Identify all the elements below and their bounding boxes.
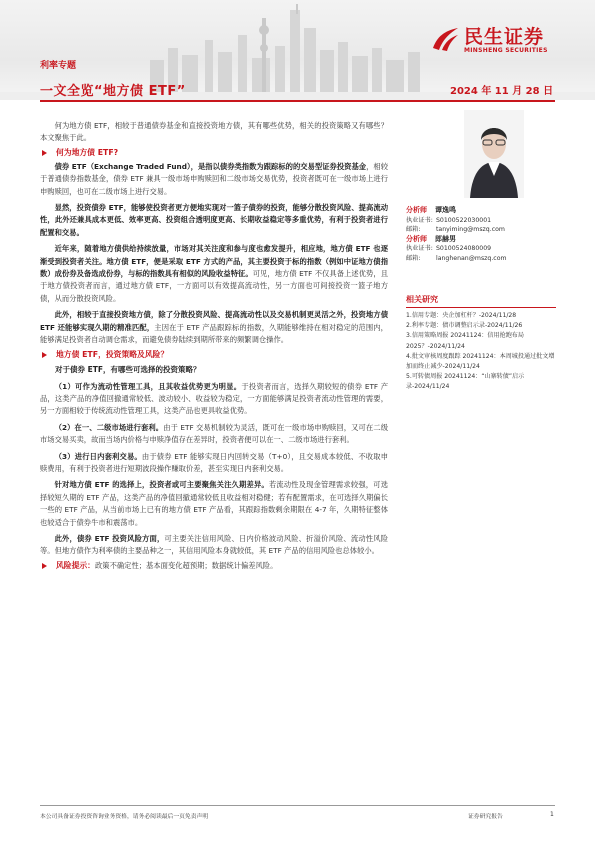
strategy-2: （2）在一、二级市场进行套利。由于 ETF 交易机制较为灵活，既可在一级市场申购赎回，又可在二级市场交易买卖，故而当场内价格与申赎净值存在差异时，投资者便可以在一、二级市场进行套利。 — [40, 422, 389, 445]
company-logo — [430, 22, 570, 64]
related-research — [406, 294, 556, 393]
related-item[interactable]: 4.批文审核周度跟踪 20241124：本周城投通过批文增加而终止减少-2024/11/24 — [406, 352, 555, 371]
main-content — [40, 120, 388, 574]
related-research-title: 相关研究 — [406, 294, 556, 308]
logo-text-cn: 民生证券 — [464, 26, 545, 48]
paragraph-6: 此外，债券 ETF 投资风险方面，可主要关注信用风险、日内价格波动风险、折溢价风险、流动性风险等。但地方债作为利率债的主要品种之一，其信用风险本身就较低，其 ETF 产品的信用风险也总体较小。 — [40, 533, 388, 556]
analyst-2-cert: 执业证书: S0100524080009 — [406, 245, 492, 253]
subheading-strategies: 对于债券 ETF，有哪些可选择的投资策略？ — [55, 364, 201, 374]
paragraph-5: 针对地方债 ETF 的选择上，投资者或可主要聚焦关注久期差异。若流动性及现金管理需求较强，可选择较短久期的 ETF 产品，这类产品的净值回撤通常较低且收益相对稳健；若有配置需求，在可选择久期偏长一些的 ETF 产品，从当前市场上已有的地方债 ETF 产品看，其跟踪指数剩余期限在 4-7 年，久期特征整体也较适合于债券牛市和震荡市。 — [40, 480, 389, 527]
related-item[interactable]: 5.可转债周报 20241124：“山寨转债”启示录-2024/11/24 — [406, 373, 525, 391]
report-title: 一文全览“地方债 ETF” — [40, 84, 186, 99]
analyst-1-email[interactable]: 邮箱: tanyiming@mszq.com — [406, 226, 505, 234]
section-heading-2: 地方债 ETF，投资策略及风险？ — [42, 348, 388, 362]
analyst-1-cert: 执业证书: S0100522030001 — [406, 216, 492, 224]
analyst-2-email[interactable]: 邮箱: langhenan@mszq.com — [406, 254, 507, 262]
footer-report-type: 证券研究报告 — [468, 814, 503, 820]
paragraph-4: 此外，相较于直接投资地方债，除了分散投资风险、提高流动性以及交易机制更灵活之外，投资地方债 ETF 还能够实现久期的精准匹配，主因在于 ETF 产品跟踪标的指数，久期能够维持在相对稳定的范围内，能够满足投资者自动调仓需求，而避免债券陆续到期所带来的频繁调仓操作。 — [40, 310, 388, 345]
section-heading-1: 何为地方债 ETF? — [42, 146, 388, 160]
footer-divider — [40, 805, 555, 806]
logo-text-en: MINSHENG SECURITIES — [464, 47, 548, 54]
paragraph-3: 近年来，随着地方债供给持续放量，市场对其关注度和参与度也愈发提升，相应地，地方债 ETF 也逐渐受到投资者关注。地方债 ETF，便是采取 ETF 方式的产品，其主要投资于标的指数（例如中证地方债指数）成份券及备选成份券，与标的指数具有相似的风险收益特征。可见，地方债 ETF 不仅具备上述优势，且于地方债投资者而言，通过地方债 ETF，一方面可以有效提高流动性，另一方面也可间接投资一篮子地方债，从而分散投资风险。 — [40, 244, 388, 303]
footer-disclaimer: 本公司具备证券投资咨询业务资格，请务必阅读最后一页免责声明 — [40, 814, 209, 820]
intro-paragraph: 何为地方债 ETF，相较于普通债券基金和直接投资地方债，其有哪些优势，相关的投资策略又有哪些？本文聚焦于此。 — [40, 121, 388, 143]
analyst-info — [406, 206, 556, 264]
logo-mark-icon — [430, 24, 460, 54]
analyst-2-name-row: 分析师 郎赫男 — [406, 234, 456, 243]
title-divider — [40, 100, 555, 102]
related-item[interactable]: 3.信用策略周报 20241124：信用抢跑布局 2025？-2024/11/24 — [406, 332, 524, 350]
paragraph-1: 债券 ETF（Exchange Traded Fund），是指以债券类指数为跟踪标的的交易型证券投资基金，相较于普通债券指数基金，债券 ETF 兼具一级市场申购赎回和二级市场交易优势，投资者既可在一级市场上进行申购赎回，也可在二级市场上进行交易。 — [40, 161, 388, 196]
related-item[interactable]: 2.利率专题：债市调整启示录-2024/11/26 — [406, 322, 523, 330]
strategy-3: （3）进行日内套利交易。由于债券 ETF 能够实现日内回转交易（T+0），且交易成本较低、不收取申赎费用，有利于投资者进行短期波段操作赚取价差，甚至实现日内套利交易。 — [40, 451, 389, 473]
section-arrow-icon — [42, 563, 47, 569]
analyst-photo — [464, 110, 524, 198]
page-number: 1 — [550, 811, 554, 818]
section-arrow-icon — [42, 352, 47, 358]
report-category: 利率专题 — [40, 61, 77, 71]
section-arrow-icon — [42, 150, 47, 156]
analyst-1-name-row: 分析师 谭逸鸣 — [406, 206, 456, 214]
related-item[interactable]: 1.信用专题：央企加杠杆？-2024/11/28 — [406, 312, 517, 319]
risk-warning: 风险提示： 政策不确定性；基本面变化超预期；数据统计偏差风险。 — [42, 559, 388, 573]
report-date: 2024 年 11 月 28 日 — [450, 86, 554, 97]
strategy-1: （1）可作为流动性管理工具，且其收益优势更为明显。于投资者而言，选择久期较短的债券 ETF 产品，这类产品的净值回撤通常较低、波动较小、收益较为稳定，一方面能够满足投资者流动性管理的需要，另一方面相较于传统流动性管理工具，这类产品也更具收益优势。 — [40, 381, 389, 416]
paragraph-2: 显然，投资债券 ETF，能够使投资者更方便地实现对一篮子债券的投资，能够分散投资风险、提高流动性，此外还兼具成本更低、效率更高、投资组合透明度更高、长期收益稳定等多重优势，有利于投资者进行配置和交易。 — [40, 203, 388, 237]
